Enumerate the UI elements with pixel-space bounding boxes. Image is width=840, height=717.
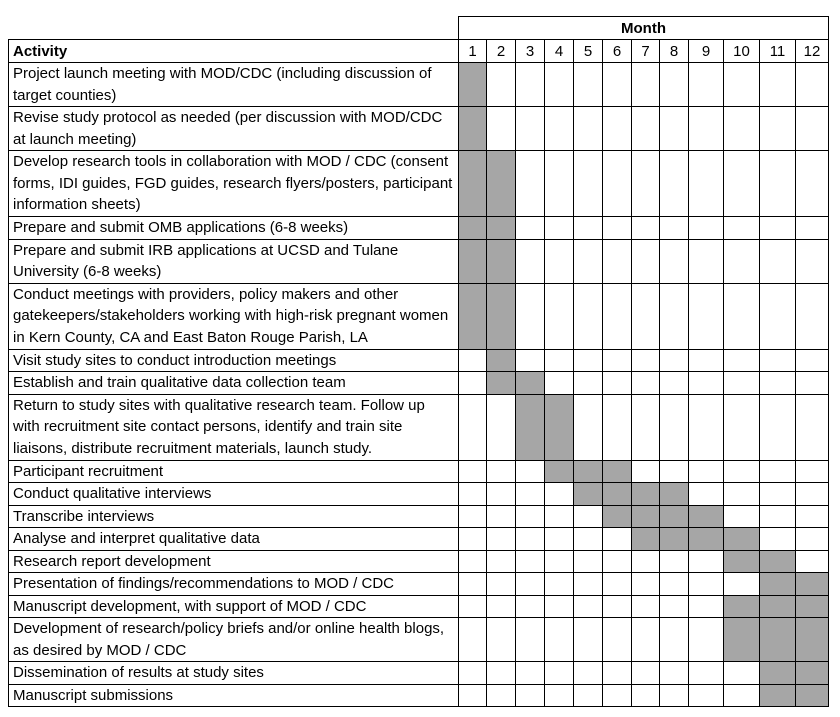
- gantt-empty-cell: [632, 595, 660, 618]
- gantt-empty-cell: [660, 460, 689, 483]
- gantt-empty-cell: [487, 107, 516, 151]
- gantt-bar-cell: [760, 618, 796, 662]
- gantt-empty-cell: [689, 283, 724, 349]
- gantt-empty-cell: [660, 684, 689, 707]
- gantt-bar-cell: [487, 239, 516, 283]
- gantt-empty-cell: [574, 107, 603, 151]
- activity-label: Visit study sites to conduct introduction meetings: [9, 349, 459, 372]
- gantt-empty-cell: [724, 63, 760, 107]
- gantt-empty-cell: [545, 372, 574, 395]
- gantt-empty-cell: [796, 460, 829, 483]
- gantt-empty-cell: [459, 394, 487, 460]
- activity-row: [9, 550, 829, 573]
- gantt-empty-cell: [545, 662, 574, 685]
- month-number-header: 7: [632, 40, 660, 63]
- gantt-empty-cell: [574, 394, 603, 460]
- gantt-empty-cell: [574, 618, 603, 662]
- gantt-empty-cell: [603, 595, 632, 618]
- activity-label: Prepare and submit IRB applications at UCSD and Tulane University (6-8 weeks): [9, 239, 459, 283]
- activity-row: [9, 372, 829, 395]
- activity-label: Presentation of findings/recommendations to MOD / CDC: [9, 573, 459, 596]
- month-header-row: [9, 17, 829, 40]
- gantt-empty-cell: [689, 573, 724, 596]
- gantt-empty-cell: [574, 662, 603, 685]
- gantt-empty-cell: [603, 217, 632, 240]
- gantt-empty-cell: [796, 505, 829, 528]
- gantt-bar-cell: [487, 349, 516, 372]
- gantt-empty-cell: [796, 283, 829, 349]
- gantt-bar-cell: [487, 217, 516, 240]
- gantt-empty-cell: [760, 394, 796, 460]
- gantt-empty-cell: [724, 239, 760, 283]
- gantt-empty-cell: [632, 239, 660, 283]
- activity-row: [9, 505, 829, 528]
- gantt-bar-cell: [603, 505, 632, 528]
- gantt-empty-cell: [545, 239, 574, 283]
- month-number-header: 4: [545, 40, 574, 63]
- gantt-empty-cell: [516, 505, 545, 528]
- gantt-bar-cell: [459, 283, 487, 349]
- activity-row: [9, 684, 829, 707]
- gantt-empty-cell: [603, 684, 632, 707]
- gantt-empty-cell: [545, 595, 574, 618]
- gantt-empty-cell: [660, 107, 689, 151]
- gantt-bar-cell: [760, 595, 796, 618]
- gantt-empty-cell: [760, 372, 796, 395]
- gantt-empty-cell: [459, 372, 487, 395]
- activity-label: Participant recruitment: [9, 460, 459, 483]
- gantt-empty-cell: [603, 283, 632, 349]
- gantt-empty-cell: [545, 618, 574, 662]
- gantt-empty-cell: [724, 483, 760, 506]
- activity-row: [9, 460, 829, 483]
- gantt-empty-cell: [516, 217, 545, 240]
- gantt-empty-cell: [796, 394, 829, 460]
- gantt-empty-cell: [724, 151, 760, 217]
- gantt-empty-cell: [689, 394, 724, 460]
- gantt-empty-cell: [459, 483, 487, 506]
- gantt-empty-cell: [603, 63, 632, 107]
- gantt-empty-cell: [632, 151, 660, 217]
- gantt-empty-cell: [760, 483, 796, 506]
- gantt-empty-cell: [689, 107, 724, 151]
- gantt-empty-cell: [459, 528, 487, 551]
- gantt-bar-cell: [459, 151, 487, 217]
- gantt-empty-cell: [459, 349, 487, 372]
- gantt-empty-cell: [796, 151, 829, 217]
- gantt-empty-cell: [724, 283, 760, 349]
- gantt-empty-cell: [574, 505, 603, 528]
- gantt-empty-cell: [545, 684, 574, 707]
- gantt-empty-cell: [487, 662, 516, 685]
- activity-label: Development of research/policy briefs and/or online health blogs, as desired by MOD / CDC: [9, 618, 459, 662]
- gantt-empty-cell: [689, 618, 724, 662]
- gantt-empty-cell: [660, 372, 689, 395]
- gantt-empty-cell: [574, 63, 603, 107]
- gantt-empty-cell: [760, 151, 796, 217]
- activity-row: [9, 483, 829, 506]
- gantt-empty-cell: [574, 239, 603, 283]
- gantt-empty-cell: [760, 528, 796, 551]
- activity-row: [9, 573, 829, 596]
- gantt-empty-cell: [459, 595, 487, 618]
- gantt-empty-cell: [724, 573, 760, 596]
- month-number-header: 2: [487, 40, 516, 63]
- gantt-empty-cell: [689, 239, 724, 283]
- gantt-empty-cell: [796, 483, 829, 506]
- blank-corner-cell: [9, 17, 459, 40]
- gantt-empty-cell: [545, 528, 574, 551]
- month-header: Month: [459, 17, 829, 40]
- gantt-empty-cell: [487, 63, 516, 107]
- gantt-empty-cell: [689, 662, 724, 685]
- gantt-empty-cell: [545, 217, 574, 240]
- gantt-empty-cell: [459, 460, 487, 483]
- gantt-bar-cell: [724, 550, 760, 573]
- gantt-empty-cell: [574, 372, 603, 395]
- activity-row: [9, 349, 829, 372]
- gantt-empty-cell: [516, 107, 545, 151]
- gantt-empty-cell: [545, 63, 574, 107]
- gantt-empty-cell: [796, 528, 829, 551]
- gantt-bar-cell: [632, 483, 660, 506]
- gantt-empty-cell: [760, 63, 796, 107]
- gantt-empty-cell: [545, 573, 574, 596]
- gantt-empty-cell: [516, 618, 545, 662]
- gantt-empty-cell: [796, 239, 829, 283]
- gantt-empty-cell: [724, 684, 760, 707]
- gantt-empty-cell: [516, 63, 545, 107]
- gantt-bar-cell: [487, 372, 516, 395]
- gantt-empty-cell: [660, 618, 689, 662]
- gantt-bar-cell: [487, 151, 516, 217]
- gantt-empty-cell: [516, 349, 545, 372]
- activity-label: Conduct meetings with providers, policy makers and other gatekeepers/stakeholders working with high-risk pregnant women in Kern County, CA and East Baton Rouge Parish, LA: [9, 283, 459, 349]
- gantt-empty-cell: [632, 107, 660, 151]
- gantt-empty-cell: [487, 684, 516, 707]
- gantt-bar-cell: [603, 483, 632, 506]
- gantt-bar-cell: [632, 505, 660, 528]
- gantt-bar-cell: [796, 573, 829, 596]
- gantt-bar-cell: [660, 483, 689, 506]
- activity-label: Revise study protocol as needed (per discussion with MOD/CDC at launch meeting): [9, 107, 459, 151]
- gantt-empty-cell: [724, 662, 760, 685]
- activity-label: Manuscript development, with support of MOD / CDC: [9, 595, 459, 618]
- activity-label: Dissemination of results at study sites: [9, 662, 459, 685]
- gantt-empty-cell: [545, 151, 574, 217]
- gantt-bar-cell: [689, 528, 724, 551]
- month-number-header: 12: [796, 40, 829, 63]
- gantt-bar-cell: [459, 63, 487, 107]
- activity-row: [9, 394, 829, 460]
- activity-row: [9, 662, 829, 685]
- gantt-bar-cell: [545, 460, 574, 483]
- gantt-empty-cell: [603, 151, 632, 217]
- gantt-bar-cell: [796, 595, 829, 618]
- column-header-row: [9, 40, 829, 63]
- activity-label: Project launch meeting with MOD/CDC (including discussion of target counties): [9, 63, 459, 107]
- activity-row: [9, 63, 829, 107]
- gantt-empty-cell: [574, 151, 603, 217]
- gantt-empty-cell: [545, 349, 574, 372]
- gantt-bar-cell: [796, 684, 829, 707]
- gantt-bar-cell: [760, 684, 796, 707]
- gantt-empty-cell: [660, 394, 689, 460]
- activity-row: [9, 239, 829, 283]
- gantt-empty-cell: [545, 483, 574, 506]
- activity-row: [9, 151, 829, 217]
- gantt-bar-cell: [660, 528, 689, 551]
- gantt-empty-cell: [660, 595, 689, 618]
- gantt-empty-cell: [516, 283, 545, 349]
- activity-label: Conduct qualitative interviews: [9, 483, 459, 506]
- gantt-empty-cell: [724, 460, 760, 483]
- gantt-empty-cell: [487, 618, 516, 662]
- activity-column-header: Activity: [9, 40, 459, 63]
- activity-label: Establish and train qualitative data collection team: [9, 372, 459, 395]
- gantt-empty-cell: [660, 573, 689, 596]
- activity-row: [9, 107, 829, 151]
- gantt-empty-cell: [760, 505, 796, 528]
- gantt-bar-cell: [603, 460, 632, 483]
- activity-label: Prepare and submit OMB applications (6-8 weeks): [9, 217, 459, 240]
- gantt-empty-cell: [516, 595, 545, 618]
- gantt-empty-cell: [459, 550, 487, 573]
- gantt-bar-cell: [574, 483, 603, 506]
- gantt-empty-cell: [689, 372, 724, 395]
- gantt-empty-cell: [660, 349, 689, 372]
- month-number-header: 6: [603, 40, 632, 63]
- gantt-empty-cell: [459, 505, 487, 528]
- activity-label: Research report development: [9, 550, 459, 573]
- gantt-empty-cell: [724, 217, 760, 240]
- gantt-empty-cell: [574, 528, 603, 551]
- gantt-empty-cell: [689, 684, 724, 707]
- gantt-empty-cell: [603, 662, 632, 685]
- gantt-empty-cell: [516, 684, 545, 707]
- gantt-empty-cell: [516, 550, 545, 573]
- gantt-empty-cell: [632, 394, 660, 460]
- gantt-empty-cell: [796, 349, 829, 372]
- gantt-bar-cell: [689, 505, 724, 528]
- gantt-empty-cell: [603, 573, 632, 596]
- activity-label: Transcribe interviews: [9, 505, 459, 528]
- gantt-empty-cell: [487, 528, 516, 551]
- gantt-empty-cell: [632, 662, 660, 685]
- gantt-empty-cell: [796, 217, 829, 240]
- gantt-bar-cell: [724, 595, 760, 618]
- gantt-empty-cell: [689, 151, 724, 217]
- gantt-empty-cell: [516, 460, 545, 483]
- gantt-empty-cell: [574, 349, 603, 372]
- gantt-empty-cell: [660, 151, 689, 217]
- gantt-empty-cell: [516, 528, 545, 551]
- gantt-empty-cell: [487, 460, 516, 483]
- gantt-empty-cell: [516, 662, 545, 685]
- gantt-bar-cell: [487, 283, 516, 349]
- activity-row: [9, 618, 829, 662]
- gantt-empty-cell: [632, 618, 660, 662]
- gantt-bar-cell: [796, 662, 829, 685]
- gantt-empty-cell: [689, 460, 724, 483]
- gantt-empty-cell: [459, 618, 487, 662]
- gantt-empty-cell: [516, 483, 545, 506]
- gantt-empty-cell: [603, 618, 632, 662]
- gantt-empty-cell: [516, 573, 545, 596]
- gantt-empty-cell: [574, 684, 603, 707]
- gantt-empty-cell: [574, 217, 603, 240]
- gantt-empty-cell: [760, 239, 796, 283]
- gantt-empty-cell: [487, 483, 516, 506]
- gantt-empty-cell: [796, 107, 829, 151]
- gantt-empty-cell: [689, 483, 724, 506]
- gantt-bar-cell: [516, 372, 545, 395]
- month-number-header: 5: [574, 40, 603, 63]
- month-number-header: 10: [724, 40, 760, 63]
- month-number-header: 3: [516, 40, 545, 63]
- gantt-empty-cell: [796, 63, 829, 107]
- gantt-empty-cell: [487, 394, 516, 460]
- gantt-bar-cell: [660, 505, 689, 528]
- month-number-header: 8: [660, 40, 689, 63]
- gantt-empty-cell: [760, 349, 796, 372]
- gantt-bar-cell: [760, 573, 796, 596]
- gantt-empty-cell: [660, 217, 689, 240]
- gantt-empty-cell: [689, 550, 724, 573]
- activity-row: [9, 283, 829, 349]
- gantt-empty-cell: [603, 394, 632, 460]
- gantt-empty-cell: [724, 394, 760, 460]
- gantt-empty-cell: [545, 107, 574, 151]
- gantt-bar-cell: [796, 618, 829, 662]
- gantt-chart-table: [8, 16, 829, 707]
- gantt-bar-cell: [459, 107, 487, 151]
- gantt-bar-cell: [724, 528, 760, 551]
- gantt-bar-cell: [632, 528, 660, 551]
- activity-row: [9, 217, 829, 240]
- gantt-body: [9, 63, 829, 707]
- gantt-empty-cell: [660, 550, 689, 573]
- gantt-empty-cell: [487, 550, 516, 573]
- gantt-empty-cell: [603, 107, 632, 151]
- gantt-bar-cell: [545, 394, 574, 460]
- gantt-empty-cell: [689, 349, 724, 372]
- gantt-empty-cell: [660, 662, 689, 685]
- gantt-empty-cell: [545, 283, 574, 349]
- gantt-empty-cell: [516, 151, 545, 217]
- gantt-bar-cell: [574, 460, 603, 483]
- gantt-bar-cell: [760, 662, 796, 685]
- gantt-empty-cell: [459, 573, 487, 596]
- gantt-empty-cell: [660, 63, 689, 107]
- gantt-empty-cell: [574, 573, 603, 596]
- gantt-bar-cell: [459, 217, 487, 240]
- gantt-bar-cell: [516, 394, 545, 460]
- gantt-empty-cell: [632, 217, 660, 240]
- month-number-header: 9: [689, 40, 724, 63]
- gantt-empty-cell: [760, 460, 796, 483]
- gantt-empty-cell: [689, 63, 724, 107]
- gantt-empty-cell: [632, 283, 660, 349]
- gantt-empty-cell: [724, 372, 760, 395]
- gantt-empty-cell: [689, 595, 724, 618]
- gantt-bar-cell: [459, 239, 487, 283]
- activity-label: Develop research tools in collaboration with MOD / CDC (consent forms, IDI guides, FGD guides, research flyers/posters, participant information sheets): [9, 151, 459, 217]
- gantt-empty-cell: [545, 550, 574, 573]
- gantt-empty-cell: [724, 107, 760, 151]
- gantt-empty-cell: [459, 662, 487, 685]
- gantt-empty-cell: [574, 595, 603, 618]
- gantt-empty-cell: [632, 372, 660, 395]
- gantt-empty-cell: [603, 349, 632, 372]
- gantt-empty-cell: [545, 505, 574, 528]
- gantt-empty-cell: [516, 239, 545, 283]
- gantt-empty-cell: [487, 595, 516, 618]
- gantt-empty-cell: [660, 283, 689, 349]
- activity-label: Manuscript submissions: [9, 684, 459, 707]
- gantt-empty-cell: [603, 239, 632, 283]
- gantt-empty-cell: [603, 528, 632, 551]
- gantt-empty-cell: [796, 550, 829, 573]
- gantt-empty-cell: [796, 372, 829, 395]
- gantt-empty-cell: [487, 505, 516, 528]
- gantt-empty-cell: [603, 550, 632, 573]
- gantt-empty-cell: [632, 684, 660, 707]
- gantt-empty-cell: [724, 505, 760, 528]
- activity-row: [9, 528, 829, 551]
- gantt-empty-cell: [574, 283, 603, 349]
- activity-row: [9, 595, 829, 618]
- gantt-empty-cell: [689, 217, 724, 240]
- gantt-empty-cell: [760, 107, 796, 151]
- month-number-header: 11: [760, 40, 796, 63]
- activity-label: Analyse and interpret qualitative data: [9, 528, 459, 551]
- gantt-empty-cell: [760, 283, 796, 349]
- gantt-empty-cell: [459, 684, 487, 707]
- gantt-bar-cell: [760, 550, 796, 573]
- gantt-empty-cell: [632, 349, 660, 372]
- gantt-empty-cell: [574, 550, 603, 573]
- gantt-empty-cell: [724, 349, 760, 372]
- gantt-empty-cell: [632, 460, 660, 483]
- gantt-empty-cell: [487, 573, 516, 596]
- gantt-empty-cell: [632, 550, 660, 573]
- month-number-header: 1: [459, 40, 487, 63]
- gantt-empty-cell: [660, 239, 689, 283]
- gantt-empty-cell: [632, 573, 660, 596]
- gantt-empty-cell: [632, 63, 660, 107]
- activity-label: Return to study sites with qualitative research team. Follow up with recruitment site contact persons, identify and train site liaisons, distribute recruitment materials, launch study.: [9, 394, 459, 460]
- gantt-empty-cell: [760, 217, 796, 240]
- gantt-empty-cell: [603, 372, 632, 395]
- gantt-bar-cell: [724, 618, 760, 662]
